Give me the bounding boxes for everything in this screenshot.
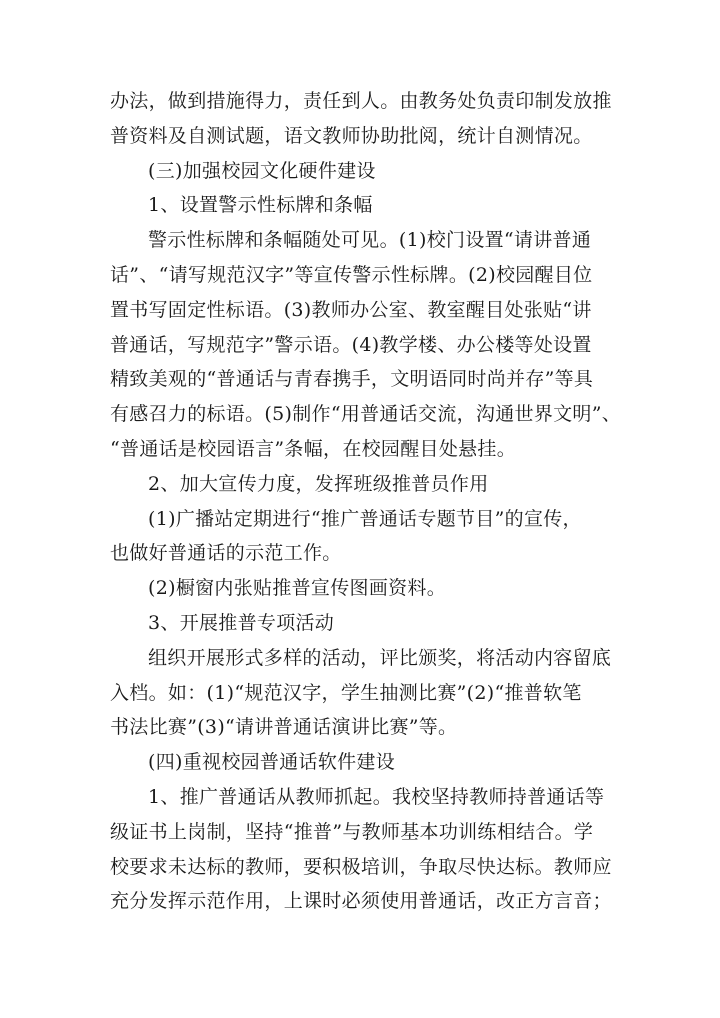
text-line: 普通话，写规范字”警示语。(4)教学楼、办公楼等处设置 bbox=[110, 333, 592, 356]
text-line: 充分发挥示范作用，上课时必须使用普通话，改正方言音； bbox=[110, 890, 612, 913]
text-line: 话”、“请写规范汉字”等宣传警示性标牌。(2)校园醒目位 bbox=[110, 263, 593, 286]
subsection-heading: 2、加大宣传力度，发挥班级推普员作用 bbox=[148, 472, 489, 495]
subsection-heading: 1、设置警示性标牌和条幅 bbox=[148, 194, 373, 217]
text-line: 普资料及自测试题，语文教师协助批阅，统计自测情况。 bbox=[110, 124, 593, 147]
text-line: 级证书上岗制，坚持“推普”与教师基本功训练相结合。学 bbox=[110, 820, 594, 843]
section-heading: (三)加强校园文化硬件建设 bbox=[148, 159, 376, 182]
section-heading: (四)重视校园普通话软件建设 bbox=[148, 751, 396, 774]
text-line: 入档。如：(1)“规范汉字，学生抽测比赛”(2)“推普软笔 bbox=[110, 681, 582, 704]
text-line: (2)橱窗内张贴推普宣传图画资料。 bbox=[148, 577, 447, 600]
subsection-heading: 3、开展推普专项活动 bbox=[148, 611, 335, 634]
text-line: 警示性标牌和条幅随处可见。(1)校门设置“请讲普通 bbox=[148, 229, 592, 252]
text-line: 1、推广普通话从教师抓起。我校坚持教师持普通话等 bbox=[148, 785, 605, 808]
text-line: 校要求未达标的教师，要积极培训，争取尽快达标。教师应 bbox=[110, 855, 612, 878]
text-line: 也做好普通话的示范工作。 bbox=[110, 542, 342, 565]
text-line: 有感召力的标语。(5)制作“用普通话交流，沟通世界文明”、 bbox=[110, 403, 622, 426]
text-line: 组织开展形式多样的活动，评比颁奖，将活动内容留底 bbox=[148, 646, 612, 669]
text-line: (1)广播站定期进行“推广普通话专题节目”的宣传， bbox=[148, 507, 582, 530]
text-line: 办法，做到措施得力，责任到人。由教务处负责印制发放推 bbox=[110, 90, 612, 112]
text-line: 书法比赛”(3)“请讲普通话演讲比赛”等。 bbox=[110, 716, 458, 739]
text-line: 精致美观的“普通话与青春携手，文明语同时尚并存”等具 bbox=[110, 368, 594, 391]
body-text bbox=[110, 84, 622, 919]
text-line: “普通话是校园语言”条幅，在校园醒目处悬挂。 bbox=[110, 437, 517, 460]
text-line: 置书写固定性标语。(3)教师办公室、教室醒目处张贴“讲 bbox=[110, 298, 592, 321]
